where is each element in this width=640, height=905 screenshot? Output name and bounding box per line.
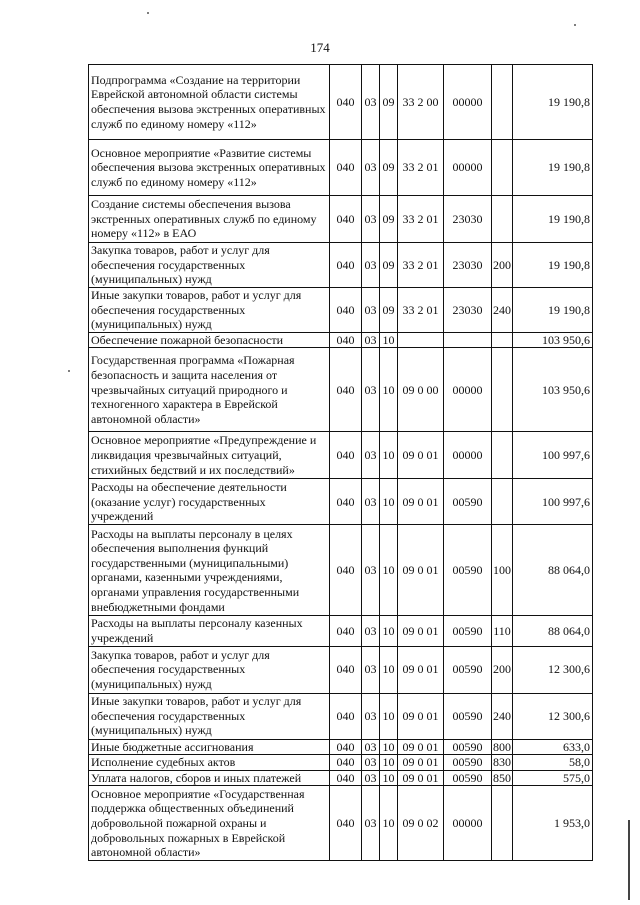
cell-section: 03 bbox=[362, 525, 380, 616]
cell-target-article-1 bbox=[398, 332, 444, 348]
cell-section: 03 bbox=[362, 140, 380, 196]
cell-subsection: 10 bbox=[380, 646, 398, 693]
row-name: Закупка товаров, работ и услуг для обеспечения государственных (муниципальных) нужд bbox=[89, 243, 330, 288]
cell-grbs: 040 bbox=[330, 332, 362, 348]
table-row bbox=[89, 786, 593, 861]
cell-expense-type bbox=[492, 140, 513, 196]
cell-subsection: 10 bbox=[380, 770, 398, 786]
cell-target-article-1: 09 0 02 bbox=[398, 786, 444, 861]
cell-target-article-1: 09 0 01 bbox=[398, 755, 444, 771]
cell-grbs: 040 bbox=[330, 739, 362, 755]
cell-section: 03 bbox=[362, 786, 380, 861]
cell-target-article-2: 00000 bbox=[444, 786, 492, 861]
cell-target-article-1: 09 0 01 bbox=[398, 479, 444, 525]
cell-expense-type bbox=[492, 786, 513, 861]
cell-target-article-2 bbox=[444, 332, 492, 348]
cell-target-article-2: 00590 bbox=[444, 479, 492, 525]
table-row bbox=[89, 739, 593, 755]
row-name: Иные закупки товаров, работ и услуг для обеспечения государственных (муниципальных) нужд bbox=[89, 693, 330, 739]
table-row bbox=[89, 332, 593, 348]
cell-amount: 19 190,8 bbox=[513, 65, 593, 140]
budget-table bbox=[88, 64, 593, 861]
scan-edge-mark bbox=[628, 820, 630, 900]
cell-subsection: 10 bbox=[380, 332, 398, 348]
cell-expense-type: 240 bbox=[492, 693, 513, 739]
row-name: Основное мероприятие «Государственная поддержка общественных объединений добровольной пожарной охраны и добровольных пожарных в Еврейской автономной области» bbox=[89, 786, 330, 861]
cell-expense-type bbox=[492, 432, 513, 479]
cell-section: 03 bbox=[362, 739, 380, 755]
row-name: Закупка товаров, работ и услуг для обеспечения государственных (муниципальных) нужд bbox=[89, 646, 330, 693]
cell-subsection: 10 bbox=[380, 432, 398, 479]
cell-grbs: 040 bbox=[330, 786, 362, 861]
table-row bbox=[89, 525, 593, 616]
cell-target-article-1: 09 0 01 bbox=[398, 646, 444, 693]
cell-target-article-2: 23030 bbox=[444, 288, 492, 333]
cell-target-article-2: 00590 bbox=[444, 755, 492, 771]
row-name: Иные закупки товаров, работ и услуг для обеспечения государственных (муниципальных) нужд bbox=[89, 288, 330, 333]
cell-subsection: 10 bbox=[380, 525, 398, 616]
table-row bbox=[89, 693, 593, 739]
table-row bbox=[89, 616, 593, 646]
table-row bbox=[89, 140, 593, 196]
cell-subsection: 10 bbox=[380, 616, 398, 646]
cell-expense-type: 110 bbox=[492, 616, 513, 646]
cell-grbs: 040 bbox=[330, 432, 362, 479]
table-row bbox=[89, 243, 593, 288]
cell-target-article-1: 33 2 00 bbox=[398, 65, 444, 140]
cell-amount: 633,0 bbox=[513, 739, 593, 755]
cell-grbs: 040 bbox=[330, 525, 362, 616]
cell-target-article-2: 23030 bbox=[444, 196, 492, 243]
cell-section: 03 bbox=[362, 332, 380, 348]
cell-expense-type: 100 bbox=[492, 525, 513, 616]
cell-amount: 88 064,0 bbox=[513, 525, 593, 616]
table-row bbox=[89, 646, 593, 693]
row-name: Создание системы обеспечения вызова экстренных оперативных служб по единому номеру «112» в ЕАО bbox=[89, 196, 330, 243]
table-body bbox=[89, 65, 593, 861]
cell-subsection: 09 bbox=[380, 288, 398, 333]
row-name: Расходы на обеспечение деятельности (оказание услуг) государственных учреждений bbox=[89, 479, 330, 525]
cell-target-article-1: 33 2 01 bbox=[398, 288, 444, 333]
cell-subsection: 10 bbox=[380, 739, 398, 755]
scan-speck bbox=[68, 370, 70, 372]
cell-amount: 1 953,0 bbox=[513, 786, 593, 861]
cell-target-article-2: 00000 bbox=[444, 348, 492, 432]
scan-speck bbox=[147, 12, 149, 14]
cell-expense-type: 200 bbox=[492, 243, 513, 288]
cell-grbs: 040 bbox=[330, 288, 362, 333]
table-row bbox=[89, 479, 593, 525]
cell-section: 03 bbox=[362, 646, 380, 693]
cell-target-article-1: 33 2 01 bbox=[398, 196, 444, 243]
cell-expense-type: 850 bbox=[493, 770, 511, 785]
row-name: Уплата налогов, сборов и иных платежей bbox=[89, 770, 330, 786]
cell-target-article-1: 09 0 01 bbox=[398, 616, 444, 646]
cell-amount: 19 190,8 bbox=[513, 140, 593, 196]
table-row bbox=[89, 196, 593, 243]
cell-amount: 103 950,6 bbox=[513, 332, 593, 348]
cell-target-article-1: 33 2 01 bbox=[398, 140, 444, 196]
table-row bbox=[89, 755, 593, 771]
cell-subsection: 10 bbox=[380, 786, 398, 861]
table-row bbox=[89, 770, 593, 786]
cell-expense-type: 200 bbox=[492, 646, 513, 693]
row-name: Обеспечение пожарной безопасности bbox=[89, 332, 330, 348]
cell-amount: 19 190,8 bbox=[513, 288, 593, 333]
cell-grbs: 040 bbox=[330, 243, 362, 288]
cell-grbs: 040 bbox=[330, 693, 362, 739]
cell-grbs: 040 bbox=[330, 65, 362, 140]
cell-amount: 100 997,6 bbox=[513, 432, 593, 479]
cell-target-article-2: 00590 bbox=[444, 646, 492, 693]
cell-amount: 103 950,6 bbox=[513, 348, 593, 432]
cell-grbs: 040 bbox=[330, 140, 362, 196]
cell-target-article-1: 09 0 01 bbox=[398, 739, 444, 755]
cell-expense-type: 800 bbox=[493, 739, 511, 754]
cell-target-article-1: 33 2 01 bbox=[398, 243, 444, 288]
cell-section: 03 bbox=[362, 770, 380, 786]
cell-section: 03 bbox=[362, 348, 380, 432]
row-name: Иные бюджетные ассигнования bbox=[89, 739, 330, 755]
cell-grbs: 040 bbox=[330, 770, 362, 786]
cell-expense-type bbox=[492, 65, 513, 140]
cell-expense-type: 830 bbox=[493, 755, 511, 770]
cell-grbs: 040 bbox=[330, 479, 362, 525]
cell-grbs: 040 bbox=[330, 348, 362, 432]
cell-target-article-2: 00000 bbox=[444, 432, 492, 479]
cell-subsection: 10 bbox=[380, 479, 398, 525]
cell-amount: 19 190,8 bbox=[513, 196, 593, 243]
cell-section: 03 bbox=[362, 479, 380, 525]
cell-expense-type bbox=[492, 196, 513, 243]
cell-section: 03 bbox=[362, 288, 380, 333]
row-name: Исполнение судебных актов bbox=[89, 755, 330, 771]
cell-subsection: 09 bbox=[380, 243, 398, 288]
row-name: Расходы на выплаты персоналу в целях обеспечения выполнения функций государственными (муниципальными) органами, казенными учреждениями, органами управления государственными внебюджетными фондами bbox=[89, 525, 330, 616]
cell-target-article-2: 00000 bbox=[444, 140, 492, 196]
cell-target-article-1: 09 0 00 bbox=[398, 348, 444, 432]
cell-grbs: 040 bbox=[330, 616, 362, 646]
cell-subsection: 10 bbox=[380, 348, 398, 432]
cell-target-article-2: 00590 bbox=[444, 616, 492, 646]
table-row bbox=[89, 65, 593, 140]
cell-grbs: 040 bbox=[330, 196, 362, 243]
table-row bbox=[89, 288, 593, 333]
cell-target-article-2: 00590 bbox=[444, 525, 492, 616]
cell-section: 03 bbox=[362, 693, 380, 739]
cell-target-article-1: 09 0 01 bbox=[398, 770, 444, 786]
cell-amount: 100 997,6 bbox=[513, 479, 593, 525]
cell-section: 03 bbox=[362, 616, 380, 646]
row-name: Основное мероприятие «Развитие системы обеспечения вызова экстренных оперативных служб по единому номеру «112» bbox=[89, 140, 330, 196]
cell-section: 03 bbox=[362, 65, 380, 140]
page-number: 174 bbox=[310, 40, 330, 55]
cell-target-article-1: 09 0 01 bbox=[398, 693, 444, 739]
cell-section: 03 bbox=[362, 755, 380, 771]
row-name: Расходы на выплаты персоналу казенных учреждений bbox=[89, 616, 330, 646]
cell-subsection: 09 bbox=[380, 196, 398, 243]
cell-amount: 88 064,0 bbox=[513, 616, 593, 646]
cell-expense-type bbox=[492, 348, 513, 432]
cell-target-article-2: 00590 bbox=[444, 739, 492, 755]
cell-amount: 12 300,6 bbox=[513, 646, 593, 693]
cell-amount: 19 190,8 bbox=[513, 243, 593, 288]
row-name: Основное мероприятие «Предупреждение и ликвидация чрезвычайных ситуаций, стихийных бедствий и их последствий» bbox=[89, 432, 330, 479]
cell-amount: 575,0 bbox=[513, 770, 593, 786]
row-name: Подпрограмма «Создание на территории Еврейской автономной области системы обеспечения вызова экстренных оперативных служб по единому номеру «112» bbox=[89, 65, 330, 140]
cell-subsection: 09 bbox=[380, 140, 398, 196]
cell-target-article-1: 09 0 01 bbox=[398, 525, 444, 616]
cell-expense-type bbox=[492, 332, 513, 348]
table-row bbox=[89, 348, 593, 432]
cell-target-article-2: 23030 bbox=[444, 243, 492, 288]
cell-section: 03 bbox=[362, 196, 380, 243]
row-name: Государственная программа «Пожарная безопасность и защита населения от чрезвычайных ситуаций природного и техногенного характера в Еврейской автономной области» bbox=[89, 348, 330, 432]
cell-grbs: 040 bbox=[330, 755, 362, 771]
cell-target-article-2: 00590 bbox=[444, 693, 492, 739]
cell-subsection: 10 bbox=[380, 693, 398, 739]
cell-target-article-2: 00590 bbox=[444, 770, 492, 786]
cell-subsection: 10 bbox=[380, 755, 398, 771]
cell-target-article-2: 00000 bbox=[444, 65, 492, 140]
cell-expense-type: 240 bbox=[492, 288, 513, 333]
cell-grbs: 040 bbox=[330, 646, 362, 693]
cell-amount: 12 300,6 bbox=[513, 693, 593, 739]
cell-target-article-1: 09 0 01 bbox=[398, 432, 444, 479]
cell-section: 03 bbox=[362, 243, 380, 288]
cell-amount: 58,0 bbox=[513, 755, 593, 771]
table-row bbox=[89, 432, 593, 479]
cell-expense-type bbox=[492, 479, 513, 525]
cell-subsection: 09 bbox=[380, 65, 398, 140]
cell-section: 03 bbox=[362, 432, 380, 479]
scan-speck bbox=[574, 24, 576, 26]
